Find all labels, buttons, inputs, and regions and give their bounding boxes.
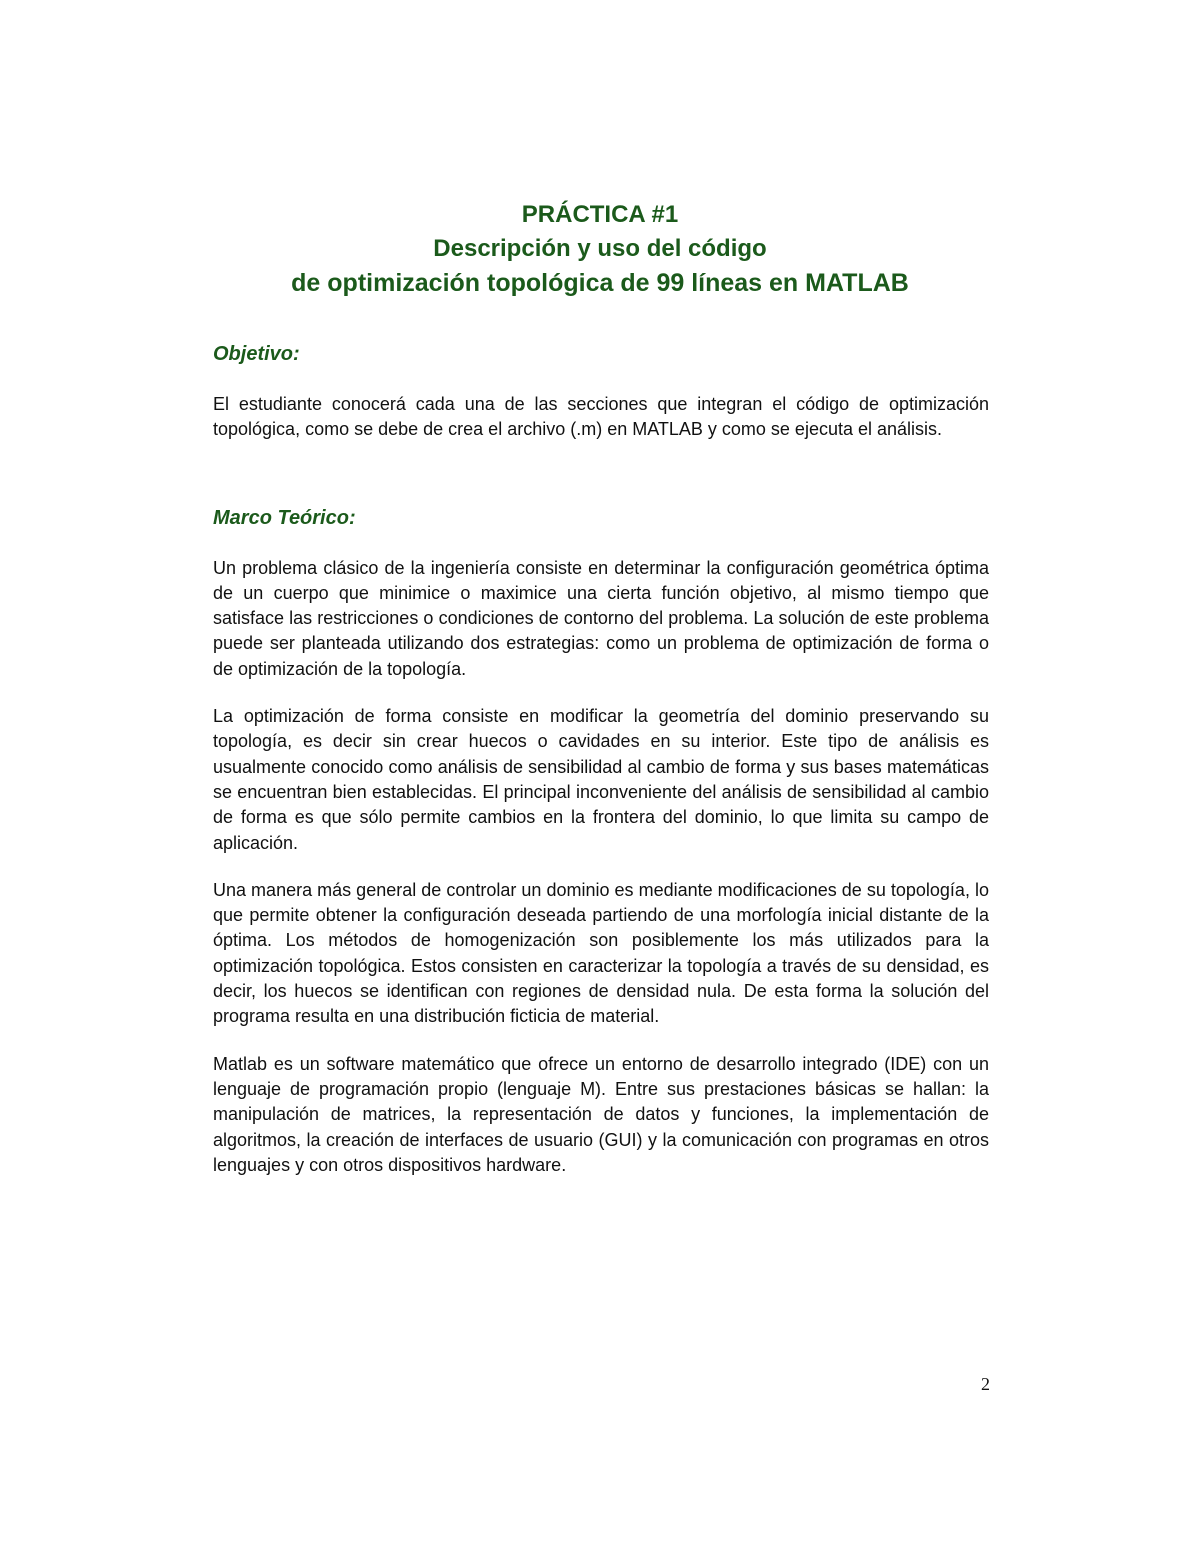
- document-body: [213, 340, 989, 1178]
- marco-paragraph-2: La optimización de forma consiste en modificar la geometría del dominio preservando su topología, es decir sin crear huecos o cavidades en su interior. Este tipo de análisis es usualmente conocido como análisis de sensibilidad al cambio de forma y sus bases matemáticas se encuentran bien establecidas. El principal inconveniente del análisis de sensibilidad al cambio de forma es que sólo permite cambios en la frontera del dominio, lo que limita su campo de aplicación.: [213, 706, 989, 853]
- objetivo-heading: Objetivo:: [213, 343, 300, 365]
- marco-paragraph-1: Un problema clásico de la ingeniería consiste en determinar la configuración geométrica óptima de un cuerpo que minimice o maximice una cierta función objetivo, al mismo tiempo que satisface las restricciones o condiciones de contorno del problema. La solución de este problema puede ser planteada utilizando dos estrategias: como un problema de optimización de forma o de optimización de la topología.: [213, 557, 989, 679]
- marco-paragraph-3: Una manera más general de controlar un dominio es mediante modificaciones de su topología, lo que permite obtener la configuración deseada partiendo de una morfología inicial distante de la óptima. Los métodos de homogenización son posiblemente los más utilizados para la optimización topológica. Estos consisten en caracterizar la topología a través de su densidad, es decir, los huecos se identifican con regiones de densidad nula. De esta forma la solución del programa resulta en una distribución ficticia de material.: [213, 879, 989, 1027]
- title-line-3: de optimización topológica de 99 líneas en MATLAB: [291, 269, 909, 297]
- marco-paragraph-4: Matlab es un software matemático que ofrece un entorno de desarrollo integrado (IDE) con un lenguaje de programación propio (lenguaje M). Entre sus prestaciones básicas se hallan: la manipulación de matrices, la representación de datos y funciones, la implementación de algoritmos, la creación de interfaces de usuario (GUI) y la comunicación con programas en otros lenguajes y con otros dispositivos hardware.: [213, 1053, 989, 1175]
- page-number: 2: [981, 1374, 990, 1394]
- title-line-2: Descripción y uso del código: [433, 235, 767, 262]
- document-title: [0, 198, 1200, 300]
- title-line-1: PRÁCTICA #1: [521, 201, 679, 228]
- objetivo-paragraph: El estudiante conocerá cada una de las secciones que integran el código de optimización topológica, como se debe de crea el archivo (.m) en MATLAB y como se ejecuta el análisis.: [213, 394, 989, 440]
- marco-teorico-heading: Marco Teórico:: [213, 506, 356, 529]
